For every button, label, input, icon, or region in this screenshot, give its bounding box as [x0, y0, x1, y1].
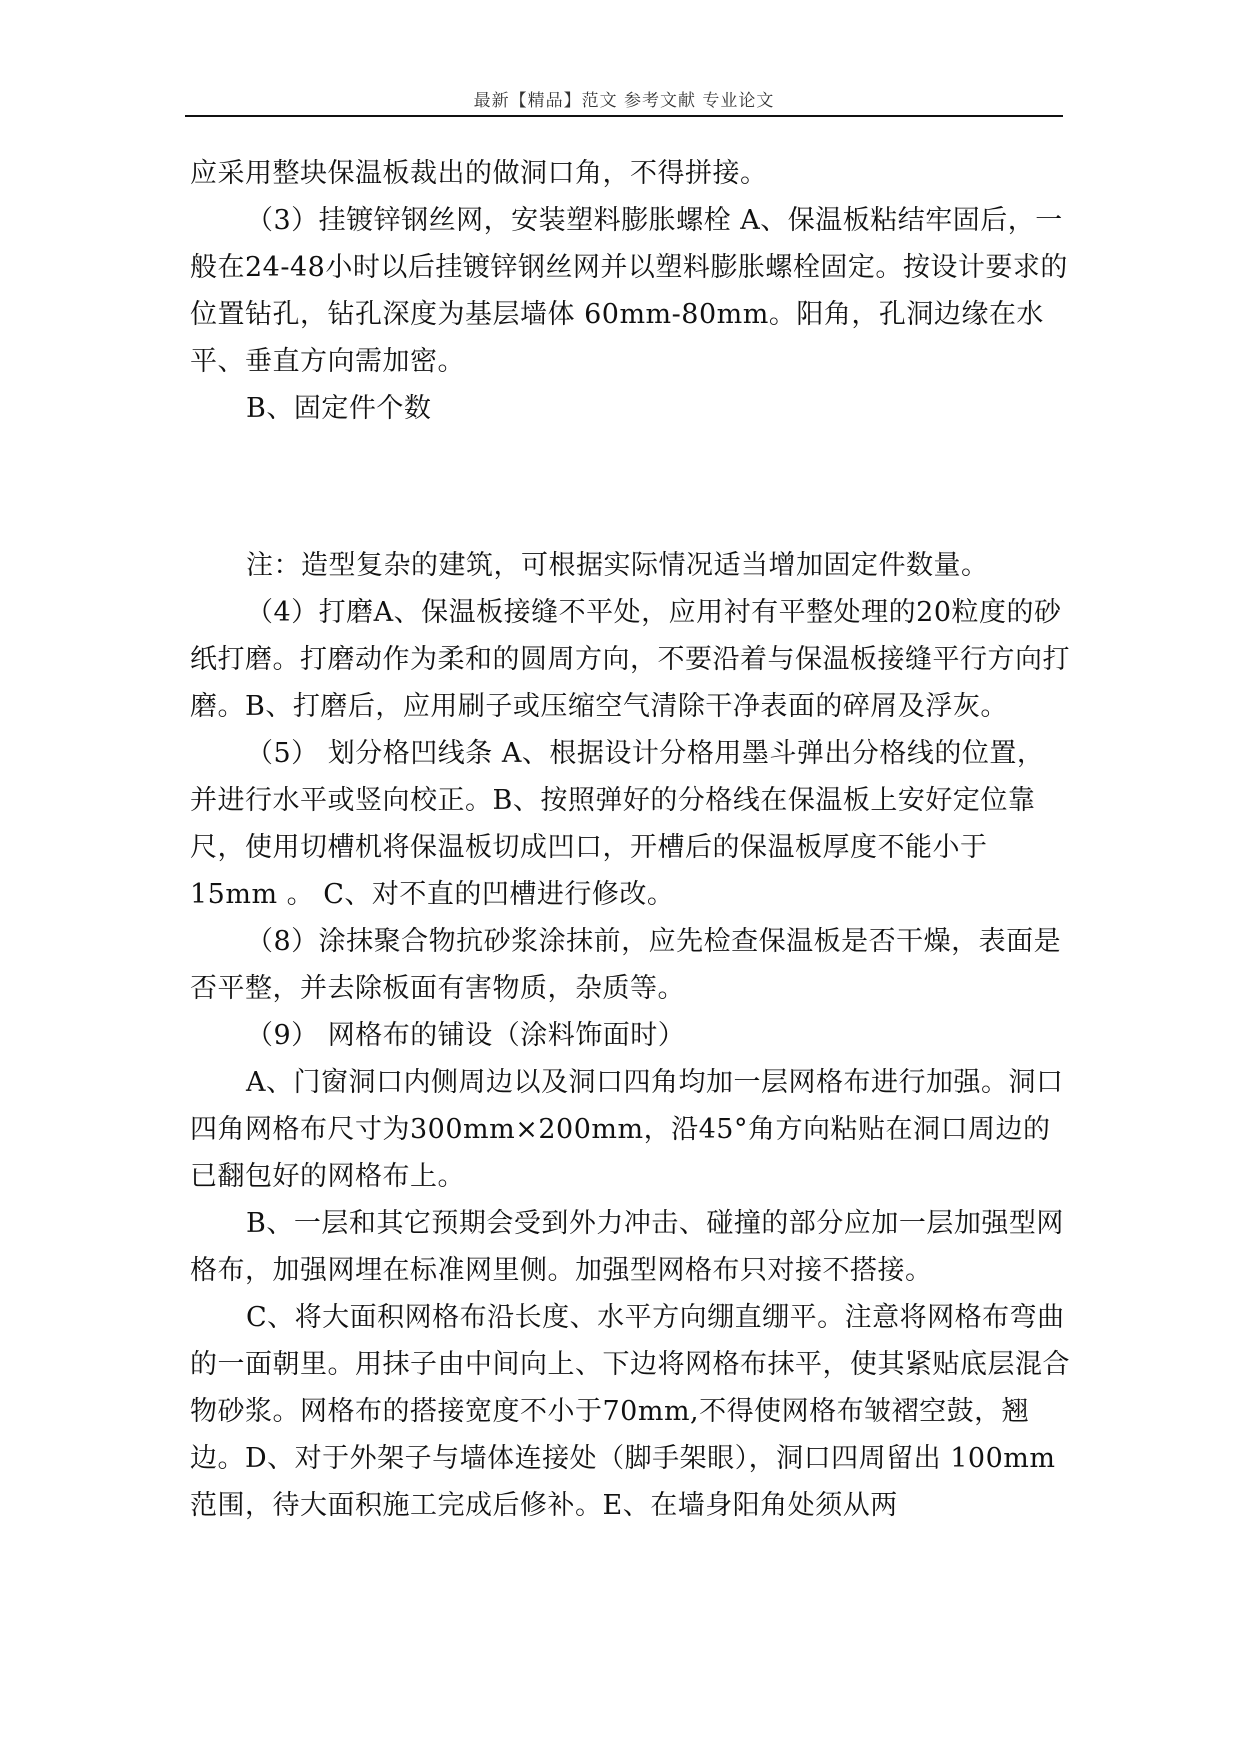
paragraph-5: （4）打磨A、保温板接缝不平处，应用衬有平整处理的20粒度的砂纸打磨。打磨动作为柔和的圆周方向，不要沿着与保温板接缝平行方向打磨。B、打磨后，应用刷子或压缩空气清除干净表面的碎屑及浮灰。 — [190, 597, 1070, 722]
paragraph-9: A、门窗洞口内侧周边以及洞口四角均加一层网格布进行加强。洞口四角网格布尺寸为300mm×200mm，沿45°角方向粘贴在洞口周边的已翻包好的网格布上。 — [190, 1067, 1064, 1192]
paragraph-7: （8）涂抹聚合物抗砂浆涂抹前，应先检查保温板是否干燥，表面是否平整，并去除板面有害物质，杂质等。 — [190, 926, 1062, 1004]
document-body — [190, 150, 1070, 1529]
blank-space — [190, 432, 1070, 542]
paragraph-3: B、固定件个数 — [246, 393, 432, 424]
paragraph-4: 注：造型复杂的建筑，可根据实际情况适当增加固定件数量。 — [246, 550, 989, 581]
paragraph-1: 应采用整块保温板裁出的做洞口角，不得拼接。 — [190, 158, 768, 189]
page-header: 最新【精品】范文 参考文献 专业论文 — [473, 91, 775, 111]
paragraph-10: B、一层和其它预期会受到外力冲击、碰撞的部分应加一层加强型网格布，加强网埋在标准网里侧。加强型网格布只对接不搭接。 — [190, 1208, 1064, 1286]
paragraph-6: （5） 划分格凹线条 A、根据设计分格用墨斗弹出分格线的位置，并进行水平或竖向校正。B、按照弹好的分格线在保温板上安好定位靠尺，使用切槽机将保温板切成凹口，开槽后的保温板厚度不能小于 15mm 。 C、对不直的凹槽进行修改。 — [190, 738, 1045, 910]
paragraph-2: （3）挂镀锌钢丝网，安装塑料膨胀螺栓 A、保温板粘结牢固后，一般在24-48小时以后挂镀锌钢丝网并以塑料膨胀螺栓固定。按设计要求的位置钻孔，钻孔深度为基层墙体 60mm-80mm。阳角，孔洞边缘在水平、垂直方向需加密。 — [190, 205, 1068, 377]
header-rule — [185, 115, 1063, 117]
paragraph-8: （9） 网格布的铺设（涂料饰面时） — [246, 1020, 686, 1051]
paragraph-11: C、将大面积网格布沿长度、水平方向绷直绷平。注意将网格布弯曲的一面朝里。用抹子由中间向上、下边将网格布抹平，使其紧贴底层混合物砂浆。网格布的搭接宽度不小于70mm,不得使网格布皱褶空鼓，翘边。D、对于外架子与墙体连接处（脚手架眼），洞口四周留出 100mm 范围，待大面积施工完成后修补。E、在墙身阳角处须从两 — [190, 1302, 1070, 1521]
